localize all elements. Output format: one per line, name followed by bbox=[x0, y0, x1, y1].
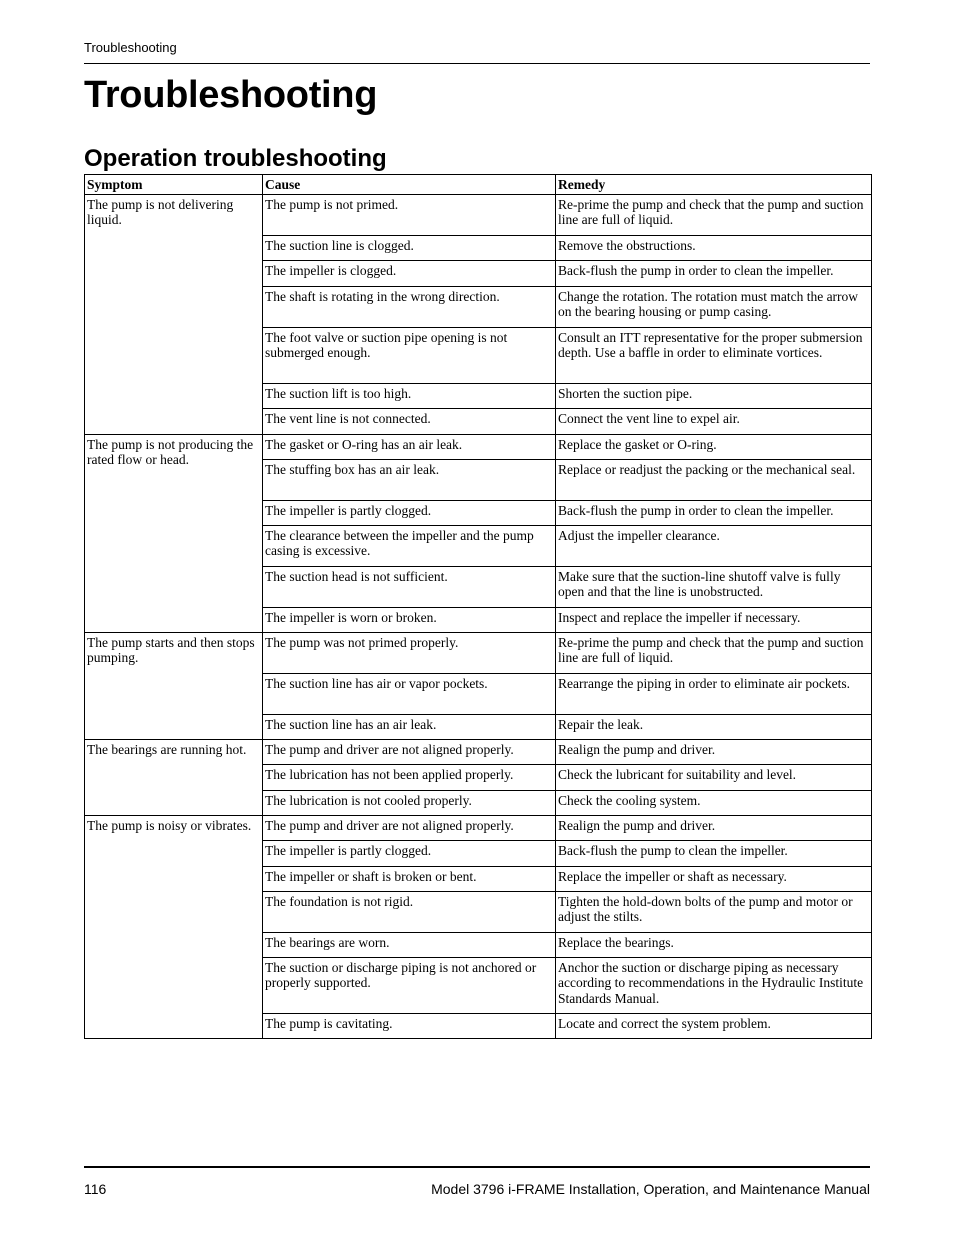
header-rule bbox=[84, 63, 870, 64]
page-number: 116 bbox=[84, 1181, 107, 1197]
cause-cell: The impeller is clogged. bbox=[263, 260, 556, 286]
remedy-cell: Shorten the suction pipe. bbox=[556, 383, 872, 408]
column-header-symptom: Symptom bbox=[85, 175, 263, 195]
manual-title: Model 3796 i-FRAME Installation, Operation, and Maintenance Manual bbox=[431, 1181, 870, 1197]
cause-cell: The clearance between the impeller and the pump casing is excessive. bbox=[263, 525, 556, 566]
cause-cell: The pump is not primed. bbox=[263, 194, 556, 235]
cause-cell: The gasket or O-ring has an air leak. bbox=[263, 434, 556, 459]
cause-cell: The pump and driver are not aligned properly. bbox=[263, 815, 556, 840]
cause-cell: The shaft is rotating in the wrong direction. bbox=[263, 286, 556, 327]
cause-cell: The pump and driver are not aligned properly. bbox=[263, 739, 556, 764]
table-row bbox=[85, 632, 872, 673]
remedy-cell: Tighten the hold-down bolts of the pump and motor or adjust the stilts. bbox=[556, 891, 872, 932]
table-header bbox=[85, 175, 872, 195]
column-header-remedy: Remedy bbox=[556, 175, 872, 195]
remedy-cell: Realign the pump and driver. bbox=[556, 739, 872, 764]
remedy-cell: Check the cooling system. bbox=[556, 790, 872, 815]
remedy-cell: Replace or readjust the packing or the mechanical seal. bbox=[556, 459, 872, 500]
cause-cell: The impeller or shaft is broken or bent. bbox=[263, 866, 556, 891]
cause-cell: The impeller is worn or broken. bbox=[263, 607, 556, 632]
remedy-cell: Replace the bearings. bbox=[556, 932, 872, 957]
table-body bbox=[85, 194, 872, 1038]
remedy-cell: Change the rotation. The rotation must match the arrow on the bearing housing or pump casing. bbox=[556, 286, 872, 327]
remedy-cell: Replace the gasket or O-ring. bbox=[556, 434, 872, 459]
remedy-cell: Re-prime the pump and check that the pump and suction line are full of liquid. bbox=[556, 632, 872, 673]
cause-cell: The bearings are worn. bbox=[263, 932, 556, 957]
cause-cell: The suction or discharge piping is not anchored or properly supported. bbox=[263, 957, 556, 1013]
remedy-cell: Re-prime the pump and check that the pump and suction line are full of liquid. bbox=[556, 194, 872, 235]
remedy-cell: Adjust the impeller clearance. bbox=[556, 525, 872, 566]
cause-cell: The pump is cavitating. bbox=[263, 1013, 556, 1038]
remedy-cell: Locate and correct the system problem. bbox=[556, 1013, 872, 1038]
section-title: Operation troubleshooting bbox=[84, 145, 387, 172]
cause-cell: The suction head is not sufficient. bbox=[263, 566, 556, 607]
cause-cell: The suction lift is too high. bbox=[263, 383, 556, 408]
table-row bbox=[85, 815, 872, 840]
cause-cell: The stuffing box has an air leak. bbox=[263, 459, 556, 500]
column-header-cause: Cause bbox=[263, 175, 556, 195]
page-title: Troubleshooting bbox=[84, 74, 378, 116]
remedy-cell: Remove the obstructions. bbox=[556, 235, 872, 260]
table-header-row bbox=[85, 175, 872, 195]
cause-cell: The impeller is partly clogged. bbox=[263, 500, 556, 525]
table-row bbox=[85, 739, 872, 764]
symptom-cell: The bearings are running hot. bbox=[85, 739, 263, 815]
remedy-cell: Back-flush the pump in order to clean the impeller. bbox=[556, 260, 872, 286]
symptom-cell: The pump is not delivering liquid. bbox=[85, 194, 263, 434]
remedy-cell: Connect the vent line to expel air. bbox=[556, 408, 872, 434]
cause-cell: The lubrication is not cooled properly. bbox=[263, 790, 556, 815]
cause-cell: The impeller is partly clogged. bbox=[263, 840, 556, 866]
symptom-cell: The pump starts and then stops pumping. bbox=[85, 632, 263, 739]
remedy-cell: Anchor the suction or discharge piping as necessary according to recommendations in the Hydraulic Institute Standards Manual. bbox=[556, 957, 872, 1013]
remedy-cell: Back-flush the pump to clean the impeller. bbox=[556, 840, 872, 866]
cause-cell: The suction line has air or vapor pockets. bbox=[263, 673, 556, 714]
remedy-cell: Repair the leak. bbox=[556, 714, 872, 739]
troubleshooting-table bbox=[84, 174, 872, 1039]
symptom-cell: The pump is noisy or vibrates. bbox=[85, 815, 263, 1038]
cause-cell: The pump was not primed properly. bbox=[263, 632, 556, 673]
table-row bbox=[85, 194, 872, 235]
cause-cell: The lubrication has not been applied properly. bbox=[263, 764, 556, 790]
cause-cell: The foundation is not rigid. bbox=[263, 891, 556, 932]
remedy-cell: Check the lubricant for suitability and level. bbox=[556, 764, 872, 790]
running-head: Troubleshooting bbox=[84, 40, 177, 55]
remedy-cell: Inspect and replace the impeller if necessary. bbox=[556, 607, 872, 632]
cause-cell: The suction line has an air leak. bbox=[263, 714, 556, 739]
symptom-cell: The pump is not producing the rated flow or head. bbox=[85, 434, 263, 632]
remedy-cell: Realign the pump and driver. bbox=[556, 815, 872, 840]
remedy-cell: Consult an ITT representative for the proper submersion depth. Use a baffle in order to eliminate vortices. bbox=[556, 327, 872, 383]
remedy-cell: Rearrange the piping in order to eliminate air pockets. bbox=[556, 673, 872, 714]
remedy-cell: Replace the impeller or shaft as necessary. bbox=[556, 866, 872, 891]
footer-rule bbox=[84, 1166, 870, 1168]
cause-cell: The vent line is not connected. bbox=[263, 408, 556, 434]
cause-cell: The suction line is clogged. bbox=[263, 235, 556, 260]
cause-cell: The foot valve or suction pipe opening is not submerged enough. bbox=[263, 327, 556, 383]
remedy-cell: Back-flush the pump in order to clean the impeller. bbox=[556, 500, 872, 525]
remedy-cell: Make sure that the suction-line shutoff valve is fully open and that the line is unobstructed. bbox=[556, 566, 872, 607]
table-row bbox=[85, 434, 872, 459]
